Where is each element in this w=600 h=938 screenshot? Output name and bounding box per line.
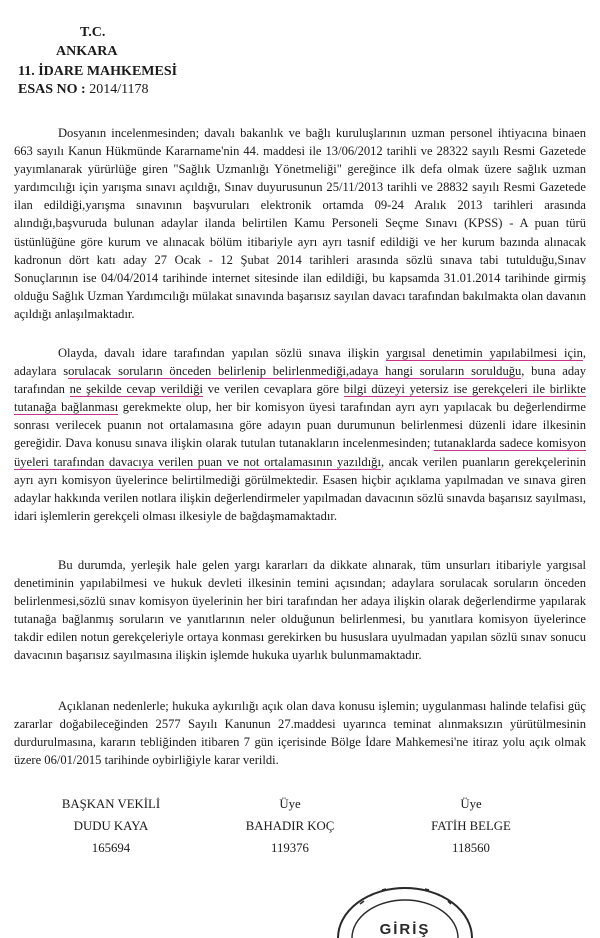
signature-number: 119376 (271, 841, 309, 855)
highlighted-text: tutanaklarda sadece komisyon üyeleri tarafından davacıya verilen puan ve not ortalamasının yazıldığı (14, 436, 586, 469)
paragraph-text: , buna aday tarafından (14, 364, 586, 397)
case-number-label: ESAS NO : (18, 82, 86, 97)
case-number-value: 2014/1178 (89, 82, 149, 97)
court-stamp-icon (330, 868, 480, 938)
paragraph-text: , adaylara s (14, 346, 587, 379)
paragraph-assessment (14, 344, 586, 525)
highlighted-text: orulacak soruların önceden belirlenip belirlenmediği,adaya hangi soruların sorulduğu (68, 364, 522, 379)
paragraph-facts: Dosyanın incelenmesinden; davalı bakanlık ve bağlı kuruluşlarının uzman personel ihtiyacına binaen 663 sayılı Kanun Hükmünde Kararname'nin 44. maddesi ile 13/06/2012 tarihli ve 28322 sayılı Resmi Gazetede yayımlanarak yürürlüğe giren "Sağlık Uzmanlığı Yönetmeliği" gereğince ilk defa olmak üzere sağlık uzman yardımcılığı için yarışma sınavı açıldığı, Sınav duyurusunun 25/11/2013 tarihli ve 28832 sayılı Resmi Gazetede ilan edildiği,yarışma sınavının başvuruları elektronik ortamda 09-24 Aralık 2013 tarihleri arasında alındığı,başvuruda bulunan adaylar ilanda belirtilen Kamu Personeli Seçme Sınavı (KPSS) - A puan türü üstünlüğüne göre kurum ve alınacak bölüm itibariyle ayrı ayrı tasnif edildiği ve her kurum bazında alınacak kadronun dört katı aday 27 Ocak - 12 Şubat 2014 tarihleri arasında sözlü sınava tabi tutulduğu,Sınav Sonuçlarının ise 04/04/2014 tarihinde internet sitesinde ilan edildiği, bu kapsamda 31.01.2014 tarihinde girmiş olduğu Sağlık Uzman Yardımcılığı mülakat sınavında başarısız sayılan davacı tarafından bakılmakta olan davanın açıldığı anlaşılmaktadır. (14, 126, 586, 321)
signature-block-member-1 (215, 793, 365, 859)
header-tc: T.C. (80, 25, 106, 40)
paragraph-text: ve verilen cevaplara göre (202, 382, 344, 397)
highlighted-text: bilgi düzeyi yetersiz ise gerekçeleri ile birlikte tutanağa bağlanması (14, 382, 586, 415)
signature-number: 118560 (452, 841, 490, 855)
signature-number: 165694 (91, 841, 131, 855)
signature-name: FATİH BELGE (431, 819, 511, 833)
header-case-number (18, 82, 149, 98)
signature-title: BAŞKAN VEKİLİ (61, 797, 161, 811)
signature-name: DUDU KAYA (73, 819, 149, 833)
paragraph-decision: Açıklanan nedenlerle; hukuka aykırılığı açık olan dava konusu işlemin; uygulanması halinde telafisi güç zararlar doğabileceğinden 2577 Sayılı Kanunun 27.maddesi uyarınca teminat alınmaksızın yürütülmesinin durdurulmasına, kararın tebliğinden itibaren 7 gün içerisinde Bölge İdare Mahkemesi'ne itiraz yolu açık olmak üzere 06/01/2015 tarihinde oybirliğiyle karar verildi. (14, 699, 586, 768)
paragraph-conclusion: Bu durumda, yerleşik hale gelen yargı kararları da dikkate alınarak, tüm unsurları itibariyle yargısal denetiminin yapılabilmesi ve hukuk devleti ilkesinin temini açısından; adaylara sorulacak soruların önceden belirlenmesi,sözlü sınav komisyon üyelerinin her biri tarafından her adaya ilişkin olarak değerlendirme yapılarak tutanağa bağlanmış soruların ve yanıtlarının neler olduğunun belirlenmesi, bu yanıtlara komisyon üyelerince takdir edilen notun gerekçeleriyle ortaya konması gerekirken bu hususlara uyulmadan yapılan sözlü sınav sonucu davacının başarısız sayılmasına ilişkin işlemde hukuka uyarlık bulunmamaktadır. (14, 558, 586, 663)
paragraph-text: gerekmekte olup, her bir komisyon üyesi tarafından ayrı ayrı yapılacak bu değerlendirme sonrası verilecek puanın not ortalamasına göre adayın puan durumunun belirlenmesi düzenli idare ilkesinin gereğidir. Dava konusu sınava ilişkin olarak tutulan tutanakların incelenmesinden; (14, 400, 586, 451)
paragraph-text: , ancak verilen puanların gerekçelerinin ayrı ayrı komisyon üyelerince belirtilmediği görülmektedir. Esasen hiçbir açıklama yapılmadan ve sınava giren adaylar hakkında verilen notlara ilişkin değerlendirmeler yapılmadan davacının sözlü sınavda başarısız sayılması, idari işlemlerin gerekçeli olması ilkesiyle de bağdaşmamaktadır. (14, 454, 586, 523)
signature-name: BAHADIR KOÇ (245, 819, 335, 833)
paragraph-text: Olayda, davalı idare tarafından yapılan sözlü sınava ilişkin (58, 346, 387, 360)
highlighted-text: ne şekilde cevap verildiği (69, 382, 203, 397)
highlighted-text: yargısal denetimin yapılabilmesi için (386, 346, 583, 360)
header-court: 11. İDARE MAHKEMESİ (18, 64, 178, 79)
header-city: ANKARA (56, 44, 118, 59)
signature-title: Üye (460, 797, 482, 811)
signature-title: Üye (279, 797, 301, 811)
signature-block-member-2 (396, 793, 546, 859)
signature-block-president (36, 793, 186, 859)
stamp-text: GİRİŞ (379, 921, 431, 938)
